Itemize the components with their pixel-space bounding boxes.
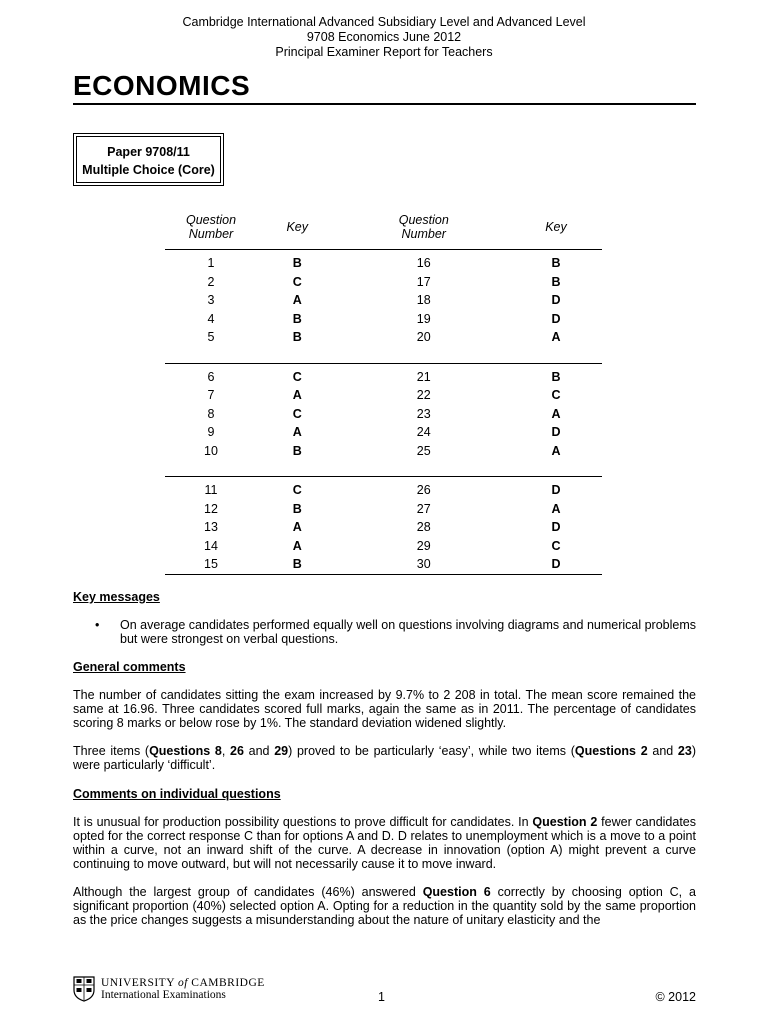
answer-key-cell: A — [551, 501, 561, 516]
answer-key-cell: B — [551, 274, 561, 289]
answer-key-cell: D — [551, 557, 561, 572]
answer-key-cell: D — [551, 311, 561, 326]
table-row — [165, 405, 602, 424]
question-number-cell: 6 — [207, 369, 215, 384]
table-row — [165, 442, 602, 461]
table-header-row — [165, 213, 602, 250]
answer-key-cell: D — [551, 483, 561, 498]
copyright-notice: © 2012 — [655, 990, 696, 1004]
answer-key-cell: C — [551, 388, 561, 403]
answer-key-cell: D — [551, 520, 561, 535]
table-row — [165, 328, 602, 347]
page-number: 1 — [378, 990, 385, 1004]
general-comments-section — [73, 660, 696, 772]
general-comments-paragraph-2: Three items (Questions 8, 26 and 29) proved to be particularly ‘easy’, while two items (Questions 2 and 23) were particularly ‘difficult’. — [73, 744, 696, 772]
table-row — [165, 477, 602, 500]
question-number-cell: 21 — [416, 369, 431, 384]
question-number-cell: 9 — [207, 425, 215, 440]
question-number-cell: 7 — [207, 388, 215, 403]
table-row — [165, 273, 602, 292]
question-number-cell: 3 — [207, 293, 215, 308]
general-comments-heading: General comments — [73, 660, 186, 674]
paper-type: Multiple Choice (Core) — [82, 163, 215, 177]
answer-key-cell: C — [292, 274, 302, 289]
bullet-dot: • — [95, 618, 100, 632]
question-number-cell: 22 — [416, 388, 431, 403]
question-number-cell: 28 — [416, 520, 431, 535]
answer-key-cell: A — [551, 406, 561, 421]
table-row — [165, 500, 602, 519]
answer-key-cell: B — [551, 256, 561, 271]
question-number-cell: 15 — [204, 557, 218, 572]
question-number-cell: 1 — [207, 256, 215, 271]
answer-key-cell: C — [551, 538, 561, 553]
table-row — [165, 518, 602, 537]
question-number-cell: 19 — [416, 311, 431, 326]
answer-key-table — [165, 213, 602, 575]
university-name-line-2: International Examinations — [101, 989, 226, 1001]
header-line-3: Principal Examiner Report for Teachers — [275, 45, 493, 59]
answer-key-cell: A — [292, 520, 302, 535]
answer-key-cell: A — [551, 330, 561, 345]
header-question-number-left: Question Number — [185, 213, 237, 241]
header-key-left: Key — [286, 220, 309, 234]
table-row — [165, 423, 602, 442]
key-message-text: On average candidates performed equally well on questions involving diagrams and numerical problems but were strongest on verbal questions. — [120, 618, 697, 646]
answer-key-cell: A — [292, 388, 302, 403]
cambridge-shield-icon — [73, 976, 95, 1002]
question-number-cell: 18 — [416, 293, 431, 308]
general-comments-paragraph-1: The number of candidates sitting the exam increased by 9.7% to 2 208 in total. The mean score remained the same at 16.96. Three candidates scored full marks, again the same as in 2011. The percentage of candidates scoring 8 marks or below rose by 1%. The standard deviation widened slightly. — [73, 688, 696, 730]
group-separator — [165, 347, 602, 364]
table-row — [165, 363, 602, 386]
table-row — [165, 555, 602, 574]
answer-key-cell: B — [292, 501, 302, 516]
header-key-right: Key — [545, 220, 567, 234]
table-row — [165, 291, 602, 310]
table-row — [165, 537, 602, 556]
question-number-cell: 2 — [207, 274, 215, 289]
question-number-cell: 14 — [204, 538, 218, 553]
question-number-cell: 8 — [207, 406, 215, 421]
paper-box — [73, 133, 224, 186]
answer-key-cell: A — [292, 293, 302, 308]
answer-group — [165, 250, 602, 364]
answer-key-cell: D — [551, 293, 561, 308]
answer-key-cell: A — [551, 443, 561, 458]
page-title: ECONOMICS — [73, 70, 251, 101]
document-header — [0, 15, 768, 60]
individual-comments-paragraph-1: It is unusual for production possibility questions to prove difficult for candidates. In Question 2 fewer candidates opted for the correct response C than for options A and D. D relates to unemployment which is a move to a point within a curve, not an inward shift of the curve. A decrease in innovation (option A) might prevent a curve continuing to move outward, but will not necessarily cause it to move inward. — [73, 815, 697, 871]
table-row — [165, 386, 602, 405]
question-number-cell: 16 — [416, 256, 431, 271]
question-number-cell: 10 — [204, 443, 218, 458]
individual-comments-section — [73, 787, 696, 927]
question-number-cell: 26 — [416, 483, 431, 498]
answer-key-cell: B — [551, 369, 561, 384]
university-name — [101, 977, 265, 1001]
table-row — [165, 310, 602, 329]
question-number-cell: 27 — [416, 501, 431, 516]
answer-group — [165, 363, 602, 477]
answer-group — [165, 477, 602, 575]
question-number-cell: 23 — [416, 406, 431, 421]
paper-box-inner — [76, 136, 221, 183]
key-message-bullet — [73, 618, 696, 646]
question-number-cell: 17 — [416, 274, 431, 289]
answer-key-cell: C — [292, 406, 302, 421]
university-name-line-1: UNIVERSITY of CAMBRIDGE — [101, 977, 265, 989]
question-number-cell: 13 — [204, 520, 218, 535]
question-number-cell: 20 — [416, 330, 431, 345]
question-number-cell: 11 — [204, 483, 218, 498]
question-number-cell: 30 — [416, 557, 431, 572]
paper-number: Paper 9708/11 — [107, 145, 190, 159]
answer-key-cell: B — [292, 311, 302, 326]
question-number-cell: 4 — [207, 311, 215, 326]
answer-key-cell: C — [292, 483, 302, 498]
header-line-2: 9708 Economics June 2012 — [306, 30, 462, 44]
question-number-cell: 25 — [416, 443, 431, 458]
key-messages-heading: Key messages — [73, 590, 160, 604]
table-row — [165, 250, 602, 273]
question-number-cell: 24 — [416, 425, 431, 440]
answer-key-cell: B — [292, 443, 302, 458]
question-number-cell: 5 — [207, 330, 215, 345]
individual-comments-paragraph-2: Although the largest group of candidates (46%) answered Question 6 correctly by choosing option C, a significant proportion (40%) selected option A. Opting for a reduction in the quantity sold by the same proportion as the price changes suggests a misunderstanding about the nature of unitary elasticity and the — [73, 885, 696, 927]
university-logo — [73, 976, 265, 1002]
question-number-cell: 12 — [204, 501, 218, 516]
answer-key-cell: D — [551, 425, 561, 440]
answer-key-cell: A — [292, 425, 302, 440]
header-line-1: Cambridge International Advanced Subsidiary Level and Advanced Level — [182, 15, 586, 29]
question-number-cell: 29 — [416, 538, 431, 553]
header-question-number-right: Question Number — [398, 213, 449, 241]
key-messages-section — [73, 590, 696, 646]
separator-cell — [165, 460, 602, 477]
separator-cell — [165, 347, 602, 364]
title-divider — [73, 103, 696, 105]
individual-comments-heading: Comments on individual questions — [73, 787, 281, 801]
answer-key-cell: B — [292, 330, 302, 345]
answer-key-cell: C — [292, 369, 302, 384]
answer-key-cell: B — [292, 256, 302, 271]
answer-key-cell: B — [292, 557, 302, 572]
group-separator — [165, 460, 602, 477]
answer-key-cell: A — [292, 538, 302, 553]
